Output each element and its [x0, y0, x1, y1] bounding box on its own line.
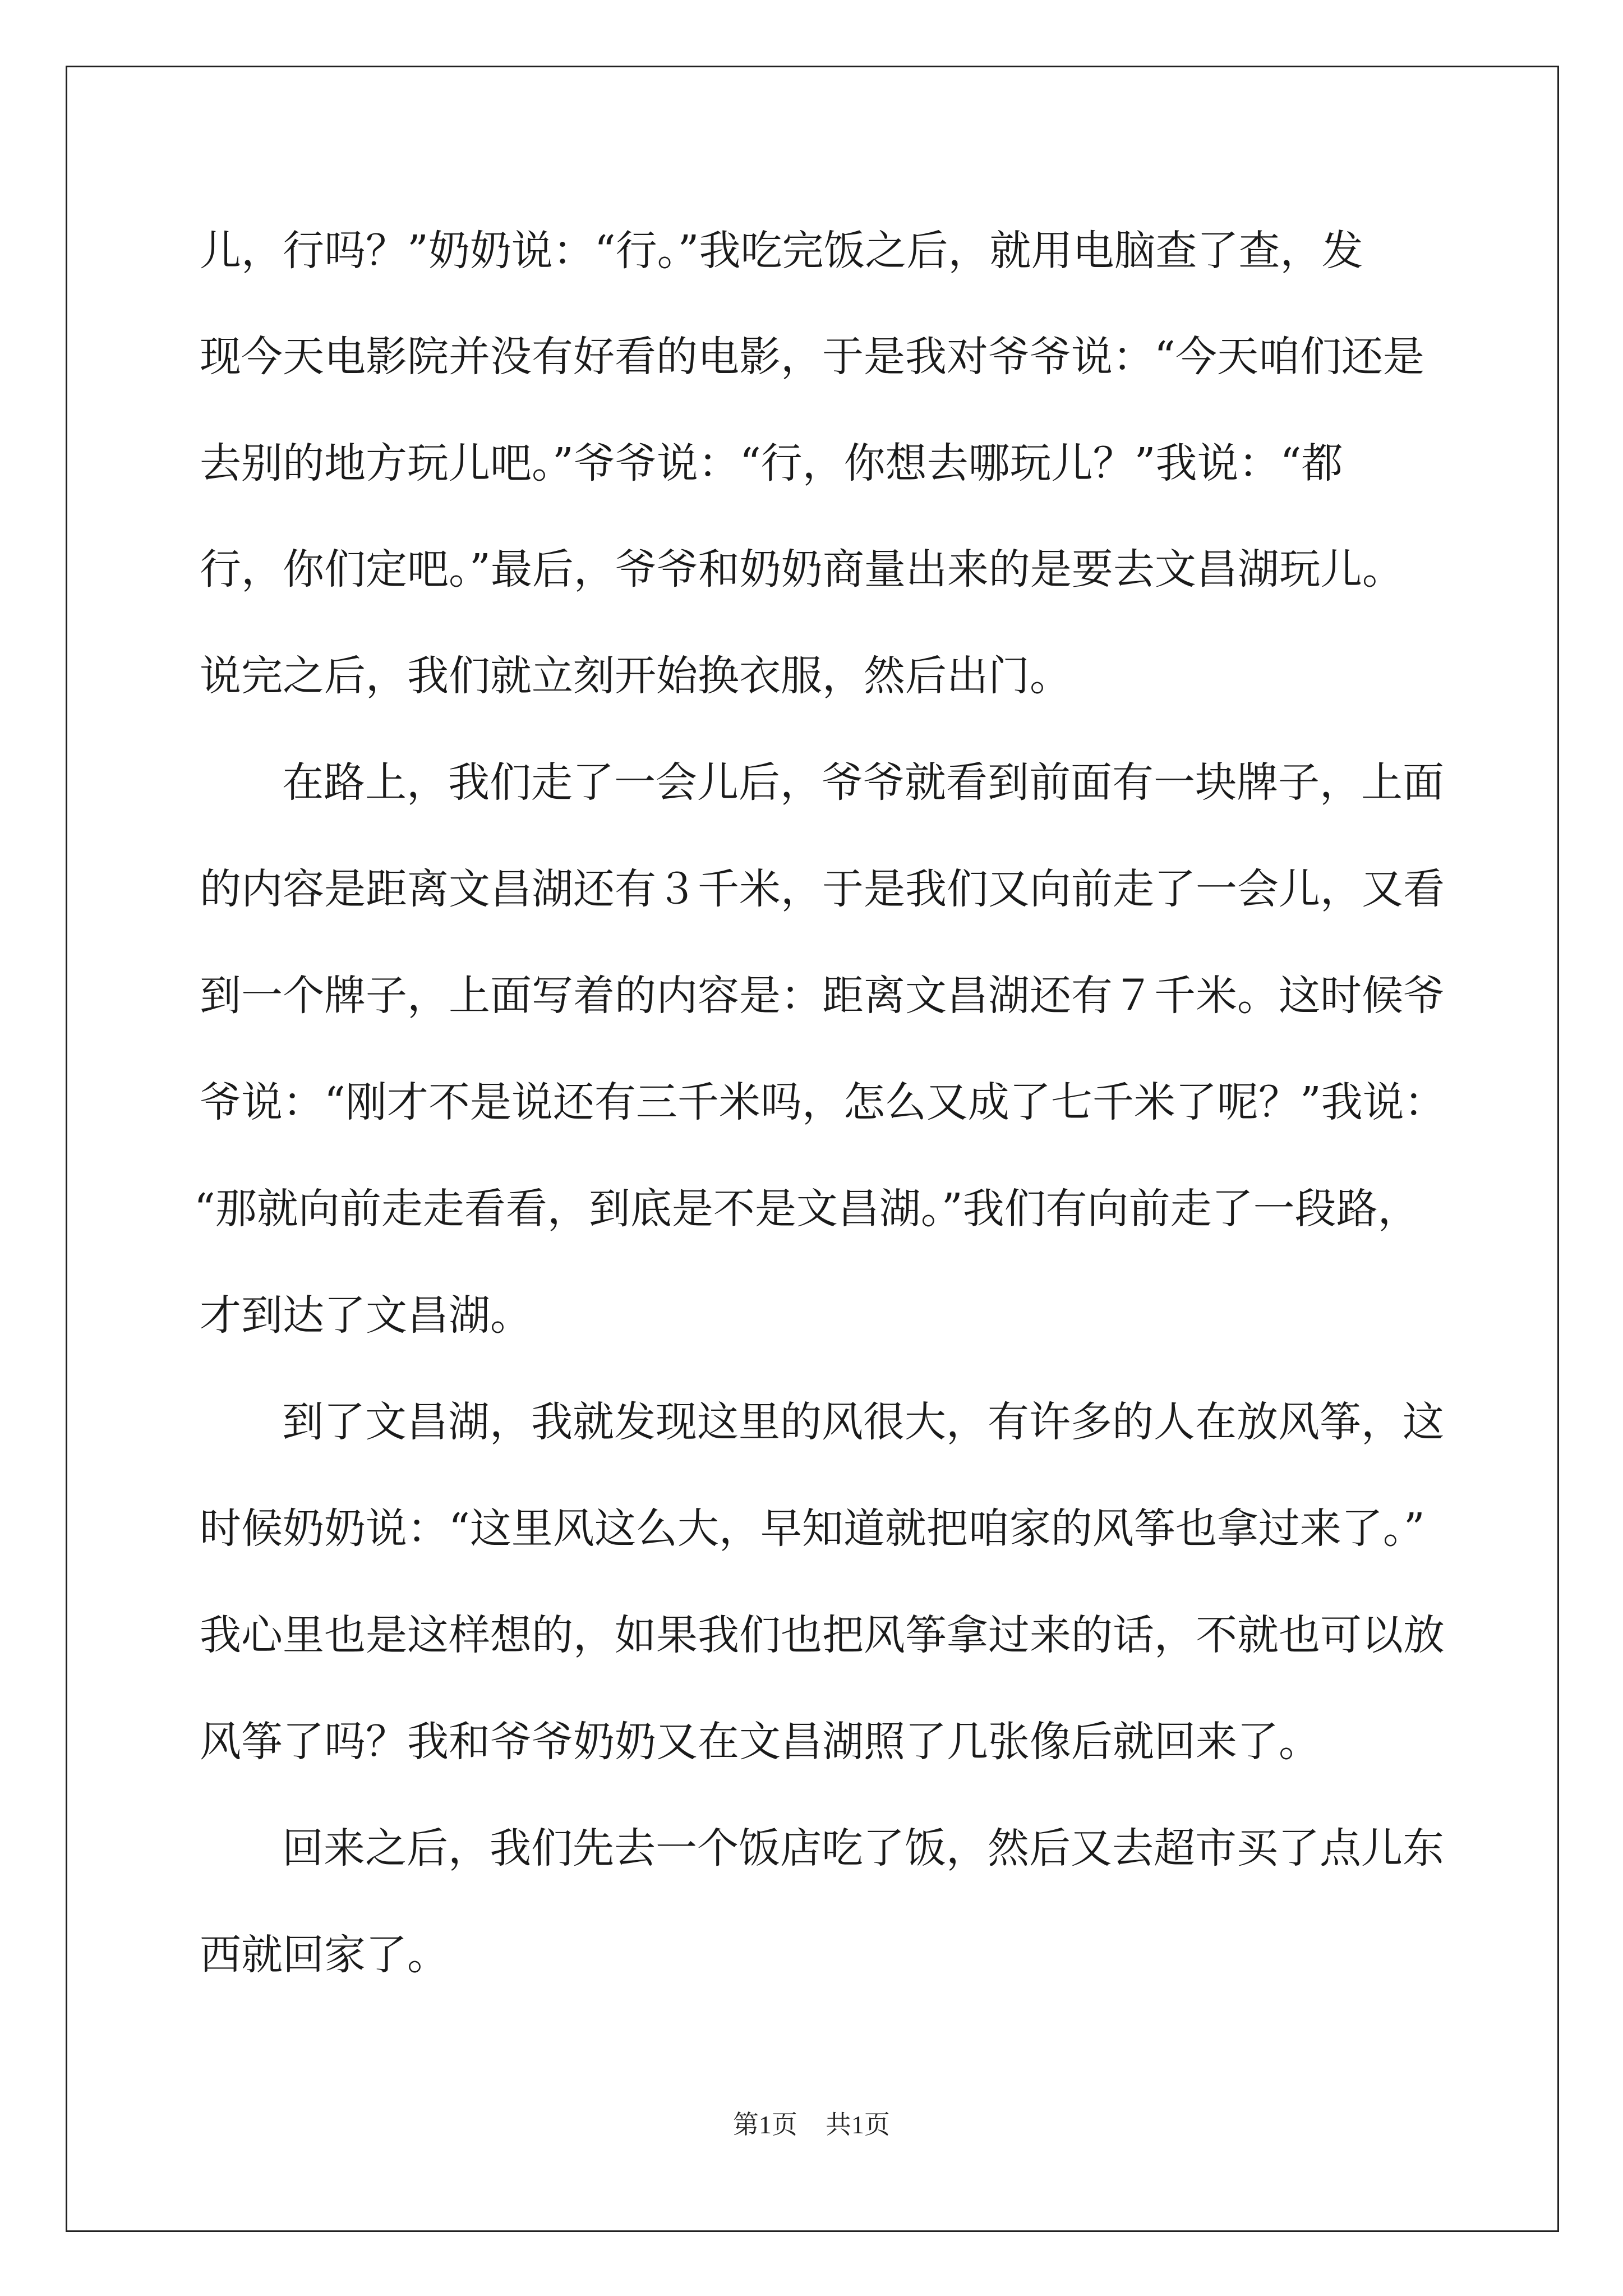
- text-line: 才到达了文昌湖。: [200, 1291, 532, 1340]
- text-line: 儿，行吗？”奶奶说：“行。”我吃完饭之后，就用电脑查了查，发: [200, 227, 1363, 275]
- text-line: 到了文昌湖，我就发现这里的风很大，有许多的人在放风筝，这: [282, 1398, 1444, 1446]
- text-line: 西就回家了。: [200, 1931, 449, 1979]
- text-line: 到一个牌子，上面写着的内容是：距离文昌湖还有７千米。这时候爷: [200, 972, 1445, 1020]
- text-line: 爷说：“刚才不是说还有三千米吗，怎么又成了七千米了呢？”我说：: [200, 1078, 1446, 1126]
- text-line: 时候奶奶说：“这里风这么大，早知道就把咱家的风筝也拿过来了。”: [200, 1504, 1425, 1553]
- text-line: 在路上，我们走了一会儿后，爷爷就看到前面有一块牌子，上面: [282, 758, 1444, 807]
- text-line: 风筝了吗？我和爷爷奶奶又在文昌湖照了几张像后就回来了。: [200, 1718, 1320, 1766]
- text-line: “那就向前走走看看，到底是不是文昌湖。”我们有向前走了一段路，: [194, 1185, 1419, 1233]
- text-line: 去别的地方玩儿吧。”爷爷说：“行，你想去哪玩儿？”我说：“都: [200, 439, 1343, 487]
- page-number-current: 第1页: [733, 2110, 797, 2139]
- text-line: 回来之后，我们先去一个饭店吃了饭，然后又去超市买了点儿东: [282, 1824, 1444, 1872]
- page-number-total: 共1页: [826, 2110, 890, 2139]
- text-line: 行，你们定吧。”最后，爷爷和奶奶商量出来的是要去文昌湖玩儿。: [200, 545, 1404, 593]
- text-line: 现今天电影院并没有好看的电影，于是我对爷爷说：“今天咱们还是: [200, 333, 1424, 381]
- text-line: 说完之后，我们就立刻开始换衣服，然后出门。: [200, 652, 1071, 700]
- page-footer: [0, 2108, 1623, 2142]
- text-line: 的内容是距离文昌湖还有３千米，于是我们又向前走了一会儿，又看: [200, 865, 1445, 913]
- page-border: [66, 66, 1559, 2232]
- text-line: 我心里也是这样想的，如果我们也把风筝拿过来的话，不就也可以放: [200, 1611, 1445, 1659]
